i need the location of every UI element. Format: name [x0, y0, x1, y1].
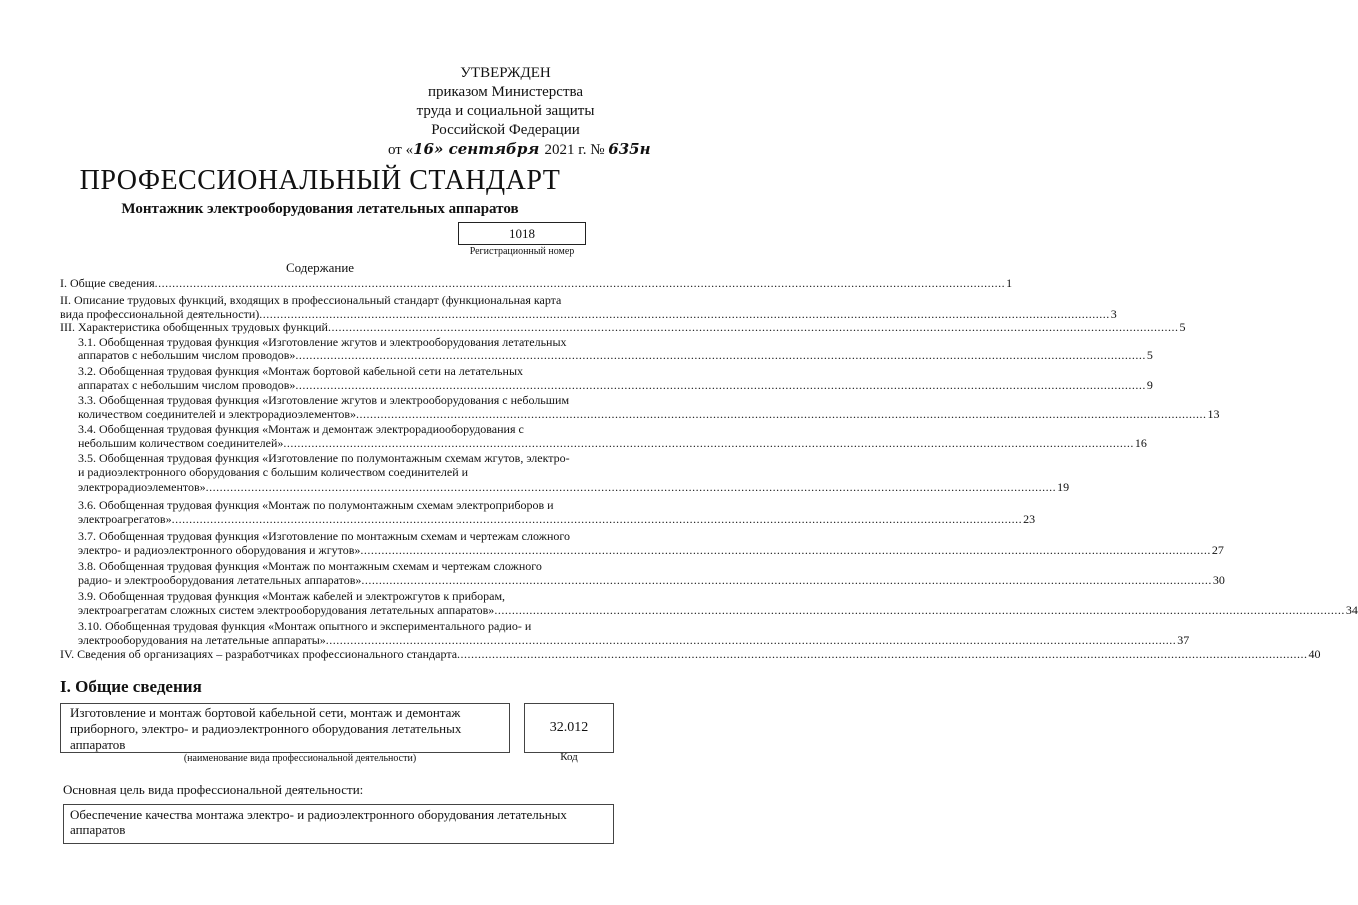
- toc-entry-text: электрооборудования на летательные аппараты»: [78, 633, 326, 647]
- toc-subentry-continuation[interactable]: [78, 573, 1225, 587]
- toc-entry-page: 37: [1177, 633, 1190, 647]
- toc-entry-text: электроагрегатам сложных систем электрооборудования летательных аппаратов»: [78, 603, 495, 617]
- toc-subentry-continuation[interactable]: [78, 603, 1358, 617]
- toc-subentry-continuation[interactable]: [78, 407, 1220, 421]
- registration-number-box: 1018: [458, 222, 586, 245]
- toc-subentry-continuation[interactable]: [78, 348, 1153, 362]
- toc-entry-text: электро- и радиоэлектронного оборудования и жгутов»: [78, 543, 361, 557]
- toc-entry-text: III. Характеристика обобщенных трудовых функций: [60, 320, 328, 334]
- toc-entry-text: небольшим количеством соединителей»: [78, 436, 284, 450]
- toc-entry-text: IV. Сведения об организациях – разработчиках профессионального стандарта: [60, 647, 458, 661]
- toc-subentry-continuation[interactable]: [78, 543, 1224, 557]
- toc-subentry-continuation[interactable]: и радиоэлектронного оборудования с большим количеством соединителей и: [78, 465, 469, 479]
- document-title: ПРОФЕССИОНАЛЬНЫЙ СТАНДАРТ: [79, 165, 561, 196]
- toc-entry[interactable]: [60, 647, 1321, 661]
- toc-subentry-continuation[interactable]: [78, 436, 1147, 450]
- toc-entry-page: 34: [1345, 603, 1358, 617]
- order-month: » сентября: [433, 140, 545, 158]
- toc-subentry-continuation[interactable]: [78, 480, 1070, 494]
- toc-entry-page: 40: [1308, 647, 1321, 661]
- activity-code-label: Код: [560, 751, 578, 763]
- toc-subentry-continuation[interactable]: [78, 378, 1153, 392]
- toc-subentry[interactable]: 3.3. Обобщенная трудовая функция «Изготовление жгутов и электрооборудования с небольшим: [78, 393, 570, 407]
- toc-entry-page: 19: [1057, 480, 1070, 494]
- toc-subentry[interactable]: 3.2. Обобщенная трудовая функция «Монтаж бортовой кабельной сети на летательных: [78, 364, 524, 378]
- approval-title: УТВЕРЖДЕН: [460, 65, 551, 81]
- goal-label: Основная цель вида профессиональной деятельности:: [63, 782, 364, 797]
- toc-entry-page: 5: [1146, 348, 1153, 362]
- toc-entry-page: 13: [1207, 407, 1220, 421]
- order-day: 16: [413, 140, 434, 158]
- toc-subentry[interactable]: 3.10. Обобщенная трудовая функция «Монтаж опытного и экспериментального радио- и: [78, 619, 532, 633]
- document-subtitle: Монтажник электрооборудования летательных аппаратов: [121, 201, 519, 217]
- toc-entry-page: 16: [1134, 436, 1147, 450]
- toc-entry-page: 5: [1179, 320, 1186, 334]
- toc-entry-page: 1: [1006, 276, 1013, 290]
- toc-entry-page: 23: [1023, 512, 1036, 526]
- toc-subentry-continuation[interactable]: [78, 512, 1036, 526]
- toc-entry[interactable]: [60, 276, 1013, 290]
- toc-entry-text: радио- и электрооборудования летательных аппаратов»: [78, 573, 362, 587]
- approval-block: [388, 64, 651, 160]
- toc-entry-page: 3: [1110, 307, 1117, 321]
- order-year: 2021 г. №: [544, 142, 609, 158]
- toc-subentry-continuation[interactable]: [78, 633, 1190, 647]
- toc-title: Содержание: [285, 260, 355, 275]
- registration-number-label: Регистрационный номер: [469, 246, 575, 257]
- toc-entry-page: 27: [1211, 543, 1224, 557]
- toc-entry-page: 30: [1212, 573, 1225, 587]
- toc-subentry[interactable]: 3.8. Обобщенная трудовая функция «Монтаж по монтажным схемам и чертежам сложного: [78, 559, 542, 573]
- toc-entry-text: электрорадиоэлементов»: [78, 480, 206, 494]
- toc-subentry[interactable]: 3.7. Обобщенная трудовая функция «Изготовление по монтажным схемам и чертежам сложного: [78, 529, 571, 543]
- toc-subentry[interactable]: 3.4. Обобщенная трудовая функция «Монтаж и демонтаж электрорадиооборудования с: [78, 422, 524, 436]
- approval-line-4: Российской Федерации: [431, 122, 580, 138]
- toc-entry-text: I. Общие сведения: [60, 276, 155, 290]
- toc-subentry[interactable]: 3.1. Обобщенная трудовая функция «Изготовление жгутов и электрооборудования летательных: [78, 335, 567, 349]
- activity-kind-label: (наименование вида профессиональной деятельности): [183, 753, 417, 764]
- toc-entry-continuation[interactable]: [60, 307, 1117, 321]
- activity-code-box: 32.012: [524, 703, 614, 753]
- toc-entry-page: 9: [1146, 378, 1153, 392]
- order-prefix: от «: [388, 142, 414, 158]
- toc-entry[interactable]: II. Описание трудовых функций, входящих в профессиональный стандарт (функциональная карта: [60, 293, 562, 307]
- toc-subentry[interactable]: 3.9. Обобщенная трудовая функция «Монтаж кабелей и электрожгутов к приборам,: [78, 589, 506, 603]
- order-number: 635н: [608, 140, 651, 158]
- approval-line-2: приказом Министерства: [427, 84, 584, 100]
- activity-kind-text: Изготовление и монтаж бортовой кабельной сети, монтаж и демонтаж приборного, электро- и радиоэлектронного оборудования летательных аппаратов: [70, 705, 462, 752]
- toc-subentry[interactable]: 3.6. Обобщенная трудовая функция «Монтаж по полумонтажным схемам электроприборов и: [78, 498, 554, 512]
- goal-text: Обеспечение качества монтажа электро- и радиоэлектронного оборудования летательных аппаратов: [70, 807, 567, 837]
- toc-entry-text: вида профессиональной деятельности): [60, 307, 260, 321]
- order-line: [388, 140, 651, 160]
- toc-entry-text: аппаратах с небольшим числом проводов»: [78, 378, 296, 392]
- toc-entry-text: аппаратов с небольшим числом проводов»: [78, 348, 296, 362]
- section-heading: I. Общие сведения: [60, 677, 202, 696]
- toc-entry[interactable]: [60, 320, 1186, 334]
- toc-entry-text: электроагрегатов»: [78, 512, 172, 526]
- toc-entry-text: количеством соединителей и электрорадиоэлементов»: [78, 407, 357, 421]
- approval-line-3: труда и социальной защиты: [416, 103, 595, 119]
- toc-subentry[interactable]: 3.5. Обобщенная трудовая функция «Изготовление по полумонтажным схемам жгутов, электро-: [78, 451, 570, 465]
